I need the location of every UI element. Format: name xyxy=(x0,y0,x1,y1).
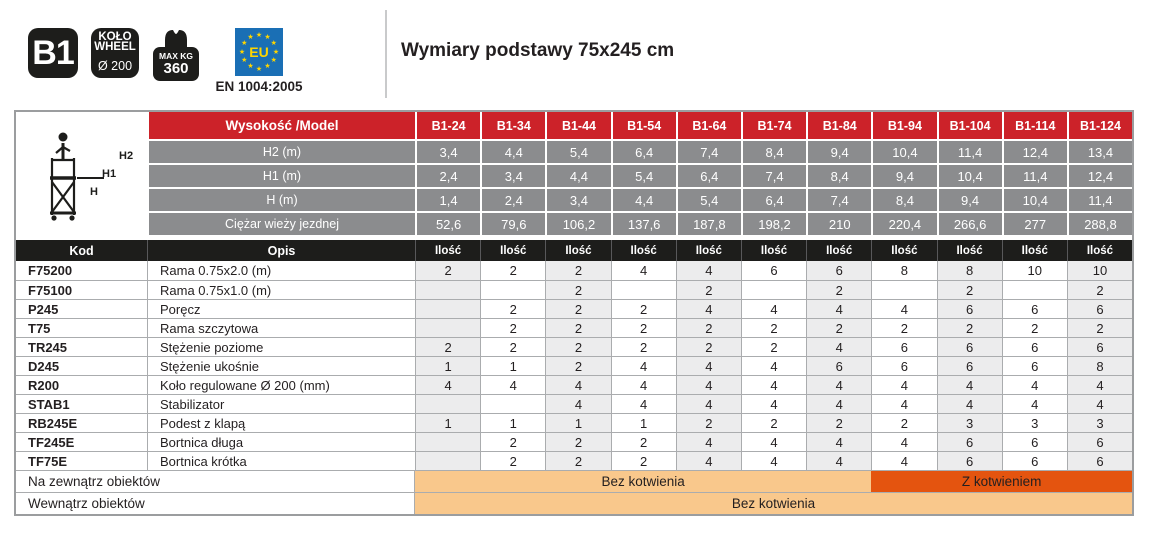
parts-rows xyxy=(16,261,1132,470)
part-qty: 4 xyxy=(871,433,936,451)
spec-value: 187,8 xyxy=(676,213,741,235)
spec-table xyxy=(14,110,1134,516)
part-qty: 6 xyxy=(1002,452,1067,470)
qty-column-header: Ilość xyxy=(937,240,1002,261)
product-code-badge: B1 xyxy=(28,28,78,78)
spec-value: 198,2 xyxy=(741,213,806,235)
part-qty: 2 xyxy=(611,300,676,318)
part-qty: 6 xyxy=(806,261,871,280)
part-qty: 6 xyxy=(1002,357,1067,375)
spec-value: 10,4 xyxy=(871,141,936,163)
part-qty: 6 xyxy=(871,357,936,375)
spec-value: 11,4 xyxy=(1067,189,1132,211)
anchoring-segment: Bez kotwienia xyxy=(415,471,871,492)
part-qty: 1 xyxy=(415,357,480,375)
part-code: F75100 xyxy=(28,282,73,298)
part-qty: 2 xyxy=(871,319,936,337)
part-qty: 2 xyxy=(480,338,545,356)
table-row xyxy=(16,451,1132,470)
qty-column-header: Ilość xyxy=(741,240,806,261)
spec-value: 137,6 xyxy=(611,213,676,235)
part-qty: 2 xyxy=(741,338,806,356)
eu-star-icon: ★ xyxy=(247,33,254,41)
part-description: Stężenie ukośnie xyxy=(147,357,415,375)
part-code: STAB1 xyxy=(28,396,70,412)
spec-value: 79,6 xyxy=(480,213,545,235)
model-column-header: B1-84 xyxy=(806,112,871,139)
part-qty: 2 xyxy=(871,414,936,432)
part-qty xyxy=(415,395,480,413)
part-qty: 4 xyxy=(1067,376,1132,394)
part-code: TF75E xyxy=(28,453,68,469)
part-qty: 10 xyxy=(1002,261,1067,280)
model-column-header: B1-24 xyxy=(415,112,480,139)
header-divider xyxy=(385,10,387,98)
wheel-badge-diameter: Ø 200 xyxy=(97,59,133,73)
part-qty: 6 xyxy=(1067,300,1132,318)
part-qty: 4 xyxy=(611,357,676,375)
part-qty: 2 xyxy=(1067,319,1132,337)
model-column-header: B1-54 xyxy=(611,112,676,139)
part-qty: 2 xyxy=(415,261,480,280)
spec-value: 12,4 xyxy=(1002,141,1067,163)
part-code: D245 xyxy=(28,358,60,374)
part-description: Rama szczytowa xyxy=(147,319,415,337)
model-column-header: B1-104 xyxy=(937,112,1002,139)
part-qty: 6 xyxy=(871,338,936,356)
spec-value: 277 xyxy=(1002,213,1067,235)
spec-value: 13,4 xyxy=(1067,141,1132,163)
part-qty: 2 xyxy=(741,414,806,432)
part-qty xyxy=(415,300,480,318)
part-qty: 6 xyxy=(1002,433,1067,451)
part-qty: 2 xyxy=(1002,319,1067,337)
spec-value: 52,6 xyxy=(415,213,480,235)
spec-value: 9,4 xyxy=(806,141,871,163)
eu-star-icon: ★ xyxy=(264,33,271,41)
spec-value: 6,4 xyxy=(741,189,806,211)
part-qty: 1 xyxy=(611,414,676,432)
model-column-header: B1-124 xyxy=(1067,112,1132,139)
wheel-badge-line1: KOŁO xyxy=(98,31,132,43)
part-qty: 2 xyxy=(611,433,676,451)
spec-value: 4,4 xyxy=(611,189,676,211)
eu-star-icon: ★ xyxy=(270,40,277,47)
spec-value: 12,4 xyxy=(1067,165,1132,187)
part-qty: 2 xyxy=(415,338,480,356)
part-qty: 6 xyxy=(1002,338,1067,356)
part-qty: 4 xyxy=(937,376,1002,394)
part-qty: 2 xyxy=(611,338,676,356)
table-row xyxy=(16,299,1132,318)
wheel-diameter-badge xyxy=(91,28,139,78)
part-qty: 2 xyxy=(611,319,676,337)
wheel-badge-line2: WHEEL xyxy=(94,41,136,53)
part-description: Stężenie poziome xyxy=(147,338,415,356)
part-qty: 2 xyxy=(806,414,871,432)
part-qty: 8 xyxy=(871,261,936,280)
part-qty: 2 xyxy=(1067,281,1132,299)
spec-value: 10,4 xyxy=(937,165,1002,187)
part-qty: 2 xyxy=(480,261,545,280)
eu-star-icon: ★ xyxy=(241,40,248,47)
part-qty: 2 xyxy=(480,452,545,470)
part-description: Bortnica krótka xyxy=(147,452,415,470)
part-description: Rama 0.75x2.0 (m) xyxy=(147,261,415,280)
anchoring-row xyxy=(16,492,1132,514)
part-description: Bortnica długa xyxy=(147,433,415,451)
part-code: TF245E xyxy=(28,434,75,450)
spec-row-label: H (m) xyxy=(147,189,415,211)
spec-row xyxy=(147,139,1132,163)
anchoring-row xyxy=(16,470,1132,492)
part-qty: 4 xyxy=(741,300,806,318)
spec-value: 8,4 xyxy=(806,165,871,187)
spec-row xyxy=(147,163,1132,187)
eu-star-icon: ★ xyxy=(255,31,263,39)
model-header-label: Wysokość /Model xyxy=(147,112,415,139)
qty-column-header: Ilość xyxy=(611,240,676,261)
qty-column-header: Ilość xyxy=(806,240,871,261)
part-qty: 2 xyxy=(545,357,610,375)
anchoring-segment: Z kotwieniem xyxy=(871,471,1132,492)
part-description: Podest z klapą xyxy=(147,414,415,432)
part-qty: 6 xyxy=(1067,338,1132,356)
diagram-h2-label: H2 xyxy=(119,150,134,162)
table-row xyxy=(16,432,1132,451)
part-qty: 10 xyxy=(1067,261,1132,280)
part-qty: 1 xyxy=(545,414,610,432)
eu-standard-label: EN 1004:2005 xyxy=(215,79,303,94)
part-code: P245 xyxy=(28,301,59,317)
part-qty: 4 xyxy=(611,261,676,280)
table-row xyxy=(16,394,1132,413)
spec-row-label: H2 (m) xyxy=(147,141,415,163)
spec-value: 1,4 xyxy=(415,189,480,211)
part-qty xyxy=(415,281,480,299)
page-title: Wymiary podstawy 75x245 cm xyxy=(401,40,675,61)
model-column-header: B1-94 xyxy=(871,112,936,139)
spec-value: 220,4 xyxy=(871,213,936,235)
part-qty: 2 xyxy=(676,281,741,299)
eu-star-icon: ★ xyxy=(255,65,263,73)
table-row xyxy=(16,318,1132,337)
part-qty: 2 xyxy=(480,300,545,318)
spec-value: 7,4 xyxy=(806,189,871,211)
anchoring-row-label: Wewnątrz obiektów xyxy=(16,493,415,514)
eu-star-icon: ★ xyxy=(270,57,277,64)
part-qty: 4 xyxy=(676,357,741,375)
diagram-h-label: H xyxy=(90,186,98,198)
spec-value: 9,4 xyxy=(937,189,1002,211)
part-qty xyxy=(741,281,806,299)
part-qty: 4 xyxy=(676,376,741,394)
part-qty: 6 xyxy=(937,338,1002,356)
kod-column-header: Kod xyxy=(69,243,94,258)
part-qty: 4 xyxy=(871,452,936,470)
spec-row xyxy=(147,211,1132,235)
max-load-badge xyxy=(151,26,201,82)
part-qty: 6 xyxy=(1002,300,1067,318)
spec-value: 11,4 xyxy=(1002,165,1067,187)
model-header-row xyxy=(147,112,1132,139)
part-qty: 2 xyxy=(937,281,1002,299)
part-qty: 4 xyxy=(806,433,871,451)
table-row xyxy=(16,413,1132,432)
part-qty: 4 xyxy=(676,433,741,451)
tower-diagram xyxy=(16,112,147,240)
qty-column-header: Ilość xyxy=(480,240,545,261)
part-qty: 4 xyxy=(871,300,936,318)
part-qty: 4 xyxy=(871,395,936,413)
part-qty: 2 xyxy=(676,414,741,432)
part-qty: 6 xyxy=(937,300,1002,318)
spec-value: 10,4 xyxy=(1002,189,1067,211)
part-qty: 8 xyxy=(937,261,1002,280)
spec-value: 8,4 xyxy=(741,141,806,163)
part-qty: 2 xyxy=(545,338,610,356)
part-qty: 3 xyxy=(1002,414,1067,432)
part-qty: 3 xyxy=(1067,414,1132,432)
part-qty: 2 xyxy=(480,433,545,451)
part-qty: 4 xyxy=(741,433,806,451)
part-qty: 4 xyxy=(676,395,741,413)
qty-column-header: Ilość xyxy=(1002,240,1067,261)
part-qty: 4 xyxy=(806,452,871,470)
spec-value: 3,4 xyxy=(480,165,545,187)
part-code: R200 xyxy=(28,377,60,393)
part-qty: 6 xyxy=(1067,452,1132,470)
part-qty xyxy=(415,452,480,470)
part-code: TR245 xyxy=(28,339,68,355)
part-qty: 2 xyxy=(545,433,610,451)
eu-flag-text: EU xyxy=(249,44,269,60)
eu-star-icon: ★ xyxy=(241,57,248,64)
part-qty: 1 xyxy=(480,357,545,375)
anchoring-row-label: Na zewnątrz obiektów xyxy=(16,471,415,492)
table-row xyxy=(16,356,1132,375)
part-qty: 8 xyxy=(1067,357,1132,375)
part-qty: 4 xyxy=(415,376,480,394)
part-description: Rama 0.75x1.0 (m) xyxy=(147,281,415,299)
spec-value: 9,4 xyxy=(871,165,936,187)
spec-value: 6,4 xyxy=(611,141,676,163)
part-qty: 4 xyxy=(1002,376,1067,394)
spec-table-upper xyxy=(16,112,1132,240)
part-qty: 2 xyxy=(545,319,610,337)
part-qty xyxy=(871,281,936,299)
part-qty: 1 xyxy=(480,414,545,432)
spec-value: 5,4 xyxy=(676,189,741,211)
tower-diagram-drawing xyxy=(16,112,147,235)
qty-column-header: Ilość xyxy=(545,240,610,261)
part-qty: 4 xyxy=(676,261,741,280)
model-column-header: B1-114 xyxy=(1002,112,1067,139)
eu-star-icon: ★ xyxy=(264,63,271,71)
part-qty: 2 xyxy=(545,452,610,470)
part-qty: 2 xyxy=(611,452,676,470)
part-qty: 6 xyxy=(806,357,871,375)
part-description: Stabilizator xyxy=(147,395,415,413)
part-qty: 2 xyxy=(676,338,741,356)
model-column-header: B1-44 xyxy=(545,112,610,139)
part-qty: 4 xyxy=(806,376,871,394)
part-qty: 4 xyxy=(741,376,806,394)
eu-flag-icon xyxy=(235,28,283,76)
qty-column-header: Ilość xyxy=(1067,240,1132,261)
spec-value: 288,8 xyxy=(1067,213,1132,235)
spec-value: 11,4 xyxy=(937,141,1002,163)
part-qty: 2 xyxy=(741,319,806,337)
spec-value: 5,4 xyxy=(545,141,610,163)
spec-row-label: H1 (m) xyxy=(147,165,415,187)
part-code: RB245E xyxy=(28,415,78,431)
part-qty: 4 xyxy=(545,395,610,413)
parts-header-row xyxy=(16,240,1132,261)
diagram-h1-label: H1 xyxy=(102,168,117,180)
opis-column-header: Opis xyxy=(147,240,415,261)
qty-column-header: Ilość xyxy=(871,240,936,261)
eu-star-icon: ★ xyxy=(238,48,246,56)
spec-value: 4,4 xyxy=(545,165,610,187)
part-qty: 3 xyxy=(937,414,1002,432)
anchoring-segment: Bez kotwienia xyxy=(415,493,1132,514)
part-qty: 4 xyxy=(806,338,871,356)
part-qty: 4 xyxy=(676,300,741,318)
part-qty: 6 xyxy=(741,261,806,280)
part-qty: 2 xyxy=(480,319,545,337)
spec-value: 4,4 xyxy=(480,141,545,163)
model-column-header: B1-34 xyxy=(480,112,545,139)
spec-row-label: Ciężar wieży jezdnej xyxy=(147,213,415,235)
part-qty: 2 xyxy=(545,281,610,299)
part-qty xyxy=(480,281,545,299)
qty-column-header: Ilość xyxy=(676,240,741,261)
spec-value: 7,4 xyxy=(676,141,741,163)
spec-value: 3,4 xyxy=(415,141,480,163)
max-load-value: 360 xyxy=(163,60,189,77)
spec-value: 2,4 xyxy=(480,189,545,211)
table-row xyxy=(16,375,1132,394)
table-row xyxy=(16,280,1132,299)
part-qty: 6 xyxy=(937,433,1002,451)
qty-column-header: Ilość xyxy=(415,240,480,261)
anchoring-rows xyxy=(16,470,1132,514)
part-qty: 4 xyxy=(676,452,741,470)
part-qty: 4 xyxy=(806,300,871,318)
spec-value: 106,2 xyxy=(545,213,610,235)
part-qty: 2 xyxy=(545,300,610,318)
part-qty xyxy=(415,433,480,451)
part-qty: 1 xyxy=(415,414,480,432)
max-load-label: MAX KG xyxy=(159,51,193,61)
spec-value: 6,4 xyxy=(676,165,741,187)
part-qty: 4 xyxy=(741,357,806,375)
eu-star-icon: ★ xyxy=(247,63,254,71)
part-qty: 6 xyxy=(937,452,1002,470)
part-qty: 2 xyxy=(806,281,871,299)
spec-value: 3,4 xyxy=(545,189,610,211)
part-qty: 2 xyxy=(545,261,610,280)
part-qty: 2 xyxy=(937,319,1002,337)
part-code: F75200 xyxy=(28,263,73,278)
part-description: Koło regulowane Ø 200 (mm) xyxy=(147,376,415,394)
spec-value: 266,6 xyxy=(937,213,1002,235)
part-qty: 4 xyxy=(741,452,806,470)
spec-value: 7,4 xyxy=(741,165,806,187)
model-column-header: B1-74 xyxy=(741,112,806,139)
spec-value: 210 xyxy=(806,213,871,235)
part-qty: 6 xyxy=(1067,433,1132,451)
part-qty: 4 xyxy=(545,376,610,394)
spec-value: 2,4 xyxy=(415,165,480,187)
spec-row xyxy=(147,187,1132,211)
table-row xyxy=(16,261,1132,280)
part-qty: 4 xyxy=(806,395,871,413)
eu-star-icon: ★ xyxy=(272,48,280,56)
part-qty: 4 xyxy=(611,395,676,413)
part-code: T75 xyxy=(28,320,51,336)
part-qty xyxy=(1002,281,1067,299)
part-qty: 6 xyxy=(937,357,1002,375)
part-qty xyxy=(611,281,676,299)
part-qty: 2 xyxy=(676,319,741,337)
part-qty: 4 xyxy=(937,395,1002,413)
part-qty: 4 xyxy=(480,376,545,394)
part-description: Poręcz xyxy=(147,300,415,318)
part-qty: 4 xyxy=(1002,395,1067,413)
part-qty xyxy=(415,319,480,337)
spec-value: 8,4 xyxy=(871,189,936,211)
part-qty xyxy=(480,395,545,413)
table-row xyxy=(16,337,1132,356)
part-qty: 4 xyxy=(1067,395,1132,413)
part-qty: 4 xyxy=(611,376,676,394)
spec-table-upper-right xyxy=(147,112,1132,240)
part-qty: 4 xyxy=(741,395,806,413)
part-qty: 4 xyxy=(871,376,936,394)
model-column-header: B1-64 xyxy=(676,112,741,139)
spec-value: 5,4 xyxy=(611,165,676,187)
part-qty: 2 xyxy=(806,319,871,337)
